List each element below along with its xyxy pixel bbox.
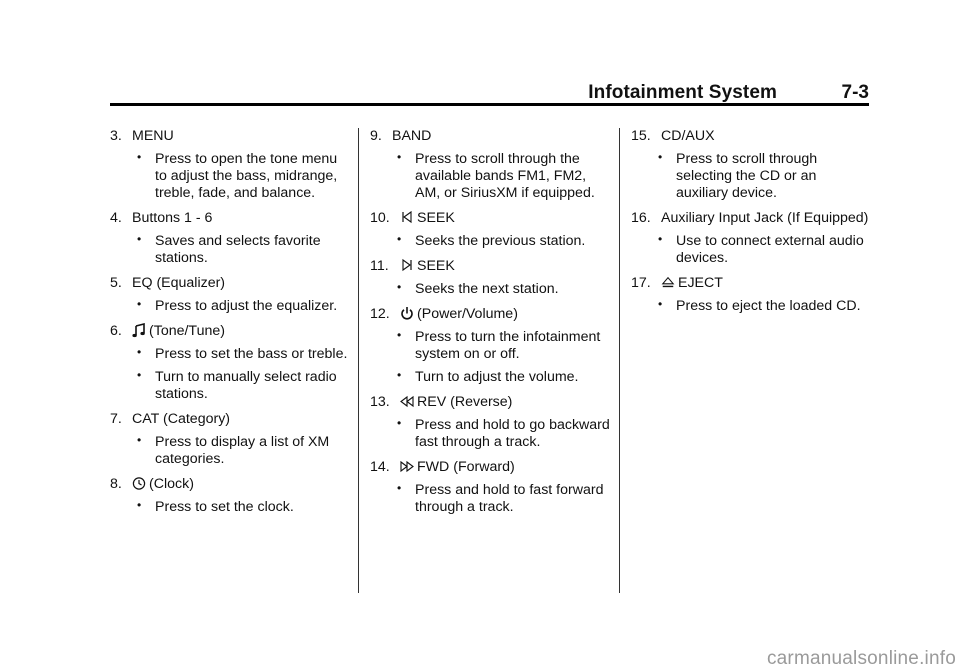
bullet-list	[110, 346, 350, 403]
page-number: 7-3	[841, 82, 869, 103]
bullet-list	[370, 233, 610, 250]
item-label: FWD (Forward)	[417, 459, 515, 475]
item-label: Auxiliary Input Jack (If Equipped)	[661, 210, 869, 226]
list-item	[370, 306, 610, 386]
list-item	[370, 210, 610, 250]
item-label: SEEK	[417, 210, 455, 226]
bullet-list	[631, 151, 871, 202]
item-label: EQ (Equalizer)	[132, 275, 226, 291]
bullet-list	[370, 151, 610, 202]
section-title: Infotainment System	[588, 82, 777, 103]
item-heading	[370, 128, 610, 145]
list-item	[110, 275, 350, 315]
bullet-text: • Press to eject the loaded CD.	[631, 298, 871, 315]
item-heading	[631, 210, 871, 227]
fast-forward-icon	[400, 459, 414, 474]
bullet-text: • Press and hold to go backward fast through a track.	[370, 417, 610, 451]
bullet-text: • Press to scroll through selecting the CD or an auxiliary device.	[631, 151, 871, 202]
item-heading	[110, 128, 350, 145]
bullet-text: • Press and hold to fast forward through a track.	[370, 482, 610, 516]
list-item	[370, 128, 610, 202]
item-heading	[631, 275, 871, 292]
item-heading	[370, 459, 610, 476]
item-label: EJECT	[678, 275, 723, 291]
page-header	[110, 82, 869, 102]
item-heading	[370, 210, 610, 227]
bullet-text: • Seeks the next station.	[370, 281, 610, 298]
item-label: (Tone/Tune)	[149, 323, 225, 339]
bullet-text: • Turn to manually select radio stations.	[110, 369, 350, 403]
rewind-icon	[400, 394, 414, 409]
item-number: 7.	[110, 411, 122, 427]
item-number: 5.	[110, 275, 122, 291]
item-label: Buttons 1 - 6	[132, 210, 213, 226]
item-number: 9.	[370, 128, 382, 144]
bullet-text: • Press to set the clock.	[110, 499, 350, 516]
item-heading	[110, 411, 350, 428]
item-label: CD/AUX	[661, 128, 715, 144]
item-label: BAND	[392, 128, 432, 144]
bullet-list	[110, 151, 350, 202]
bullet-list	[631, 298, 871, 315]
bullet-text: • Press to adjust the equalizer.	[110, 298, 350, 315]
bullet-list	[370, 281, 610, 298]
list-item	[110, 411, 350, 468]
bullet-text: • Press to scroll through the available bands FM1, FM2, AM, or SiriusXM if equipped.	[370, 151, 610, 202]
bullet-list	[110, 434, 350, 468]
bullet-list	[110, 298, 350, 315]
item-number: 3.	[110, 128, 122, 144]
item-heading	[110, 210, 350, 227]
list-item	[370, 258, 610, 298]
item-heading	[370, 306, 610, 323]
column-1	[110, 128, 350, 524]
item-number: 17.	[631, 275, 651, 291]
item-number: 11.	[370, 258, 389, 274]
item-label: REV (Reverse)	[417, 394, 513, 410]
clock-icon	[132, 476, 146, 491]
item-label: MENU	[132, 128, 174, 144]
bullet-text: • Saves and selects favorite stations.	[110, 233, 350, 267]
item-heading	[110, 476, 350, 493]
item-number: 14.	[370, 459, 390, 475]
list-item	[370, 459, 610, 516]
watermark: carmanualsonline.info	[766, 648, 956, 669]
bullet-list	[631, 233, 871, 267]
list-item	[110, 210, 350, 267]
power-icon	[400, 306, 414, 321]
list-item	[631, 128, 871, 202]
column-2	[370, 128, 610, 524]
item-heading	[370, 258, 610, 275]
item-number: 8.	[110, 476, 122, 492]
column-3	[631, 128, 871, 323]
bullet-text: • Press to display a list of XM categories.	[110, 434, 350, 468]
item-label: CAT (Category)	[132, 411, 231, 427]
bullet-text: • Turn to adjust the volume.	[370, 369, 610, 386]
item-number: 12.	[370, 306, 390, 322]
item-heading	[370, 394, 610, 411]
bullet-text: • Seeks the previous station.	[370, 233, 610, 250]
item-number: 16.	[631, 210, 651, 226]
item-heading	[110, 323, 350, 340]
bullet-list	[370, 417, 610, 451]
list-item	[110, 476, 350, 516]
list-item	[370, 394, 610, 451]
item-heading	[631, 128, 871, 145]
music-note-icon	[132, 323, 146, 338]
item-heading	[110, 275, 350, 292]
bullet-text: • Press to turn the infotainment system on or off.	[370, 329, 610, 363]
column-divider-1	[358, 128, 359, 593]
list-item	[110, 128, 350, 202]
list-item	[110, 323, 350, 403]
list-item	[631, 210, 871, 267]
header-rule	[110, 103, 869, 106]
eject-icon	[661, 275, 675, 290]
item-label: (Clock)	[149, 476, 194, 492]
item-label: SEEK	[417, 258, 455, 274]
bullet-text: • Press to open the tone menu to adjust the bass, midrange, treble, fade, and balance.	[110, 151, 350, 202]
item-number: 15.	[631, 128, 651, 144]
bullet-list	[110, 499, 350, 516]
seek-back-icon	[400, 210, 414, 225]
item-number: 6.	[110, 323, 122, 339]
list-item	[631, 275, 871, 315]
seek-forward-icon	[400, 258, 414, 273]
bullet-text: • Use to connect external audio devices.	[631, 233, 871, 267]
item-number: 10.	[370, 210, 390, 226]
item-number: 4.	[110, 210, 122, 226]
bullet-list	[110, 233, 350, 267]
item-number: 13.	[370, 394, 390, 410]
bullet-list	[370, 329, 610, 386]
bullet-list	[370, 482, 610, 516]
column-divider-2	[619, 128, 620, 593]
bullet-text: • Press to set the bass or treble.	[110, 346, 350, 363]
item-label: (Power/Volume)	[417, 306, 518, 322]
